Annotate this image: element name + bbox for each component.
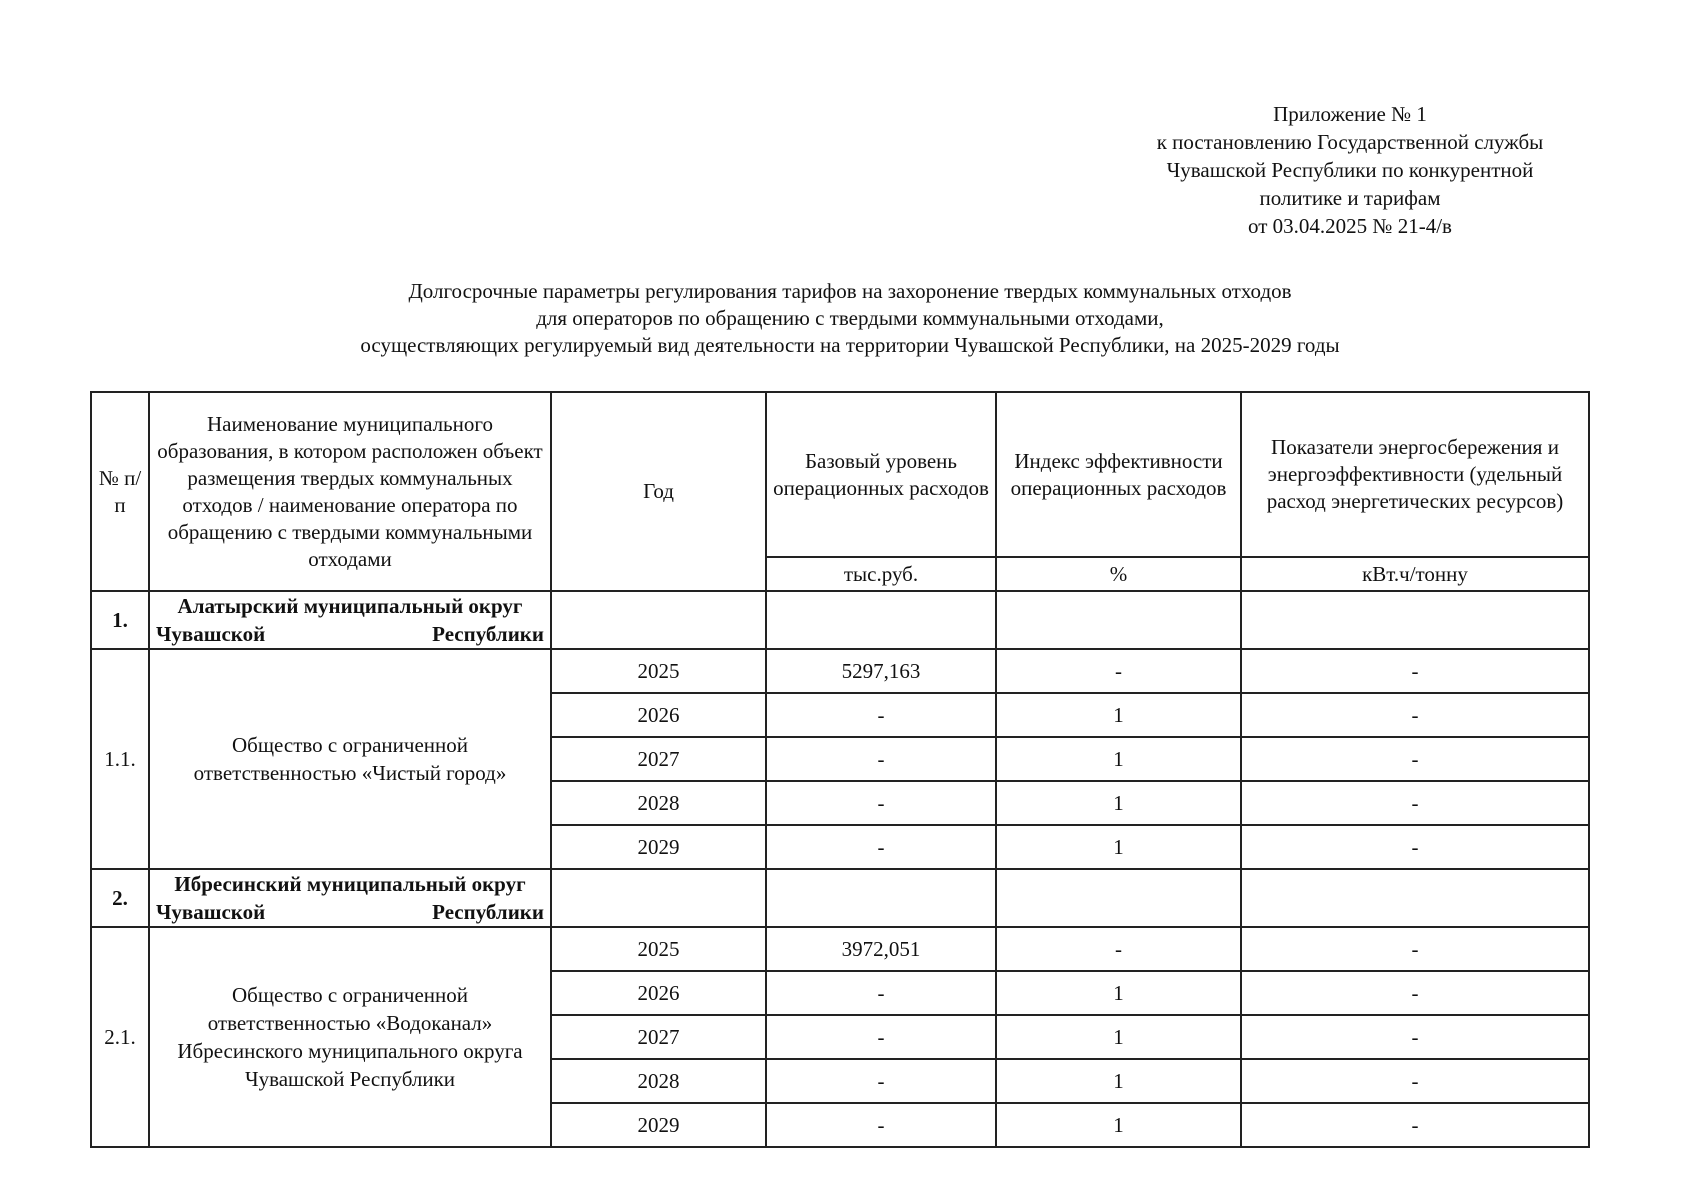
index-cell: 1 bbox=[996, 825, 1241, 869]
index-cell: - bbox=[996, 649, 1241, 693]
header-num: № п/п bbox=[91, 392, 149, 591]
energy-cell: - bbox=[1241, 1103, 1589, 1147]
header-base-cost: Базовый уровень операционных расходов bbox=[766, 392, 996, 557]
energy-cell: - bbox=[1241, 737, 1589, 781]
section-row bbox=[91, 591, 1589, 649]
index-cell: 1 bbox=[996, 1059, 1241, 1103]
energy-cell: - bbox=[1241, 1015, 1589, 1059]
empty-cell bbox=[996, 869, 1241, 927]
base-cost-cell: - bbox=[766, 1059, 996, 1103]
energy-cell: - bbox=[1241, 693, 1589, 737]
appendix-line: от 03.04.2025 № 21-4/в bbox=[1248, 214, 1452, 238]
title-line: для операторов по обращению с твердыми коммунальными отходами, bbox=[536, 306, 1164, 330]
section-num: 2. bbox=[91, 869, 149, 927]
year-cell: 2025 bbox=[551, 649, 766, 693]
section-num: 1. bbox=[91, 591, 149, 649]
tariff-parameters-table bbox=[90, 391, 1590, 1148]
index-cell: 1 bbox=[996, 737, 1241, 781]
energy-cell: - bbox=[1241, 971, 1589, 1015]
index-cell: 1 bbox=[996, 971, 1241, 1015]
section-row bbox=[91, 869, 1589, 927]
header-energy-indicators: Показатели энергосбережения и энергоэффективности (удельный расход энергетических ресурсов) bbox=[1241, 392, 1589, 557]
operator-num: 1.1. bbox=[91, 649, 149, 869]
year-cell: 2027 bbox=[551, 737, 766, 781]
index-cell: 1 bbox=[996, 1103, 1241, 1147]
year-cell: 2026 bbox=[551, 693, 766, 737]
empty-cell bbox=[766, 591, 996, 649]
index-cell: 1 bbox=[996, 693, 1241, 737]
table-row bbox=[91, 649, 1589, 693]
appendix-line: политике и тарифам bbox=[1259, 186, 1441, 210]
index-cell: 1 bbox=[996, 1015, 1241, 1059]
base-cost-cell: - bbox=[766, 693, 996, 737]
appendix-line: Приложение № 1 bbox=[1273, 102, 1427, 126]
unit-energy: кВт.ч/тонну bbox=[1241, 557, 1589, 591]
empty-cell bbox=[1241, 869, 1589, 927]
year-cell: 2026 bbox=[551, 971, 766, 1015]
table-row bbox=[91, 927, 1589, 971]
document-title bbox=[150, 278, 1550, 359]
year-cell: 2029 bbox=[551, 825, 766, 869]
section-name: Алатырский муниципальный округ Чувашской Республики bbox=[149, 591, 551, 649]
index-cell: - bbox=[996, 927, 1241, 971]
empty-cell bbox=[996, 591, 1241, 649]
appendix-reference bbox=[1090, 100, 1610, 240]
energy-cell: - bbox=[1241, 649, 1589, 693]
year-cell: 2028 bbox=[551, 781, 766, 825]
base-cost-cell: - bbox=[766, 1103, 996, 1147]
unit-base-cost: тыс.руб. bbox=[766, 557, 996, 591]
operator-num: 2.1. bbox=[91, 927, 149, 1147]
header-name: Наименование муниципального образования, в котором расположен объект размещения твердых коммунальных отходов / наименование оператора по обращению с твердыми коммунальными отходами bbox=[149, 392, 551, 591]
base-cost-cell: - bbox=[766, 781, 996, 825]
energy-cell: - bbox=[1241, 781, 1589, 825]
empty-cell bbox=[766, 869, 996, 927]
operator-name: Общество с ограниченной ответственностью «Чистый город» bbox=[149, 649, 551, 869]
year-cell: 2025 bbox=[551, 927, 766, 971]
base-cost-cell: - bbox=[766, 737, 996, 781]
base-cost-cell: - bbox=[766, 825, 996, 869]
title-line: Долгосрочные параметры регулирования тарифов на захоронение твердых коммунальных отходов bbox=[408, 279, 1292, 303]
index-cell: 1 bbox=[996, 781, 1241, 825]
year-cell: 2029 bbox=[551, 1103, 766, 1147]
base-cost-cell: - bbox=[766, 971, 996, 1015]
empty-cell bbox=[551, 869, 766, 927]
energy-cell: - bbox=[1241, 1059, 1589, 1103]
empty-cell bbox=[551, 591, 766, 649]
year-cell: 2027 bbox=[551, 1015, 766, 1059]
appendix-line: к постановлению Государственной службы bbox=[1156, 130, 1544, 154]
empty-cell bbox=[1241, 591, 1589, 649]
base-cost-cell: 5297,163 bbox=[766, 649, 996, 693]
appendix-line: Чувашской Республики по конкурентной bbox=[1166, 158, 1534, 182]
base-cost-cell: - bbox=[766, 1015, 996, 1059]
section-name: Ибресинский муниципальный округ Чувашской Республики bbox=[149, 869, 551, 927]
title-line: осуществляющих регулируемый вид деятельности на территории Чувашской Республики, на 2025-2029 годы bbox=[360, 333, 1340, 357]
operator-name: Общество с ограниченной ответственностью «Водоканал» Ибресинского муниципального округа Чувашской Республики bbox=[149, 927, 551, 1147]
year-cell: 2028 bbox=[551, 1059, 766, 1103]
header-year: Год bbox=[551, 392, 766, 591]
header-efficiency-index: Индекс эффективности операционных расходов bbox=[996, 392, 1241, 557]
energy-cell: - bbox=[1241, 927, 1589, 971]
unit-efficiency-index: % bbox=[996, 557, 1241, 591]
energy-cell: - bbox=[1241, 825, 1589, 869]
base-cost-cell: 3972,051 bbox=[766, 927, 996, 971]
